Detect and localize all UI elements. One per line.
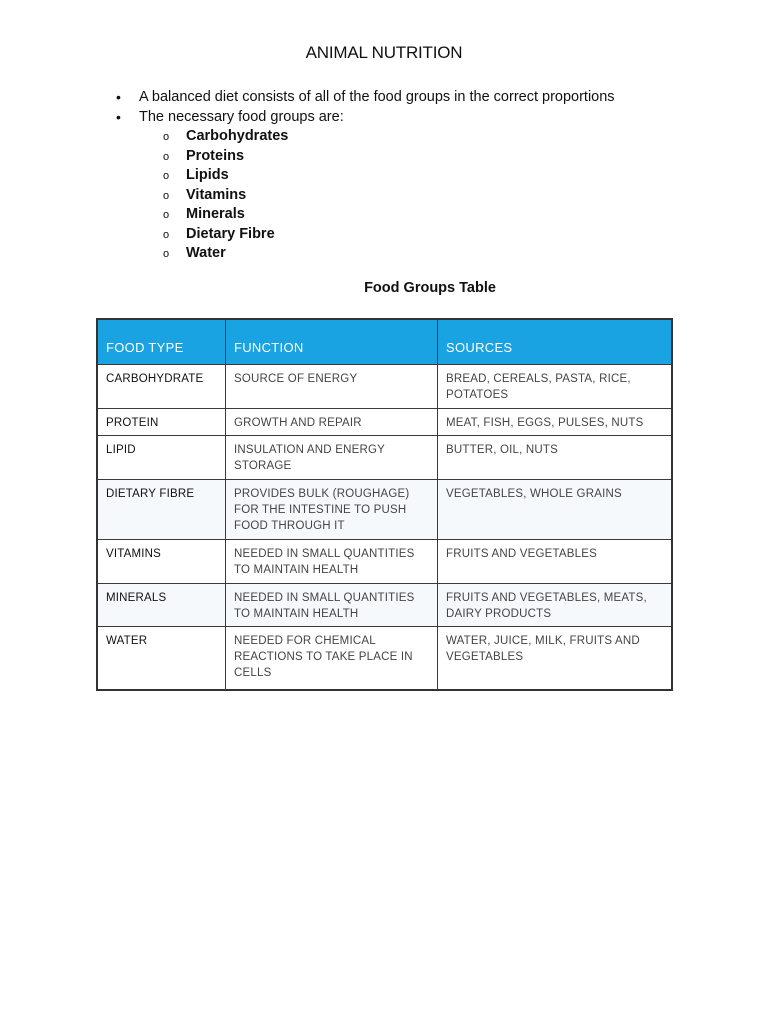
table-caption: Food Groups Table — [364, 280, 496, 296]
cell-sources: MEAT, FISH, EGGS, PULSES, NUTS — [446, 417, 644, 429]
cell-sources: BUTTER, OIL, NUTS — [446, 444, 559, 456]
table-header-row — [98, 320, 671, 365]
circle-bullet-icon: o — [163, 228, 170, 241]
cell-food-type: VITAMINS — [98, 540, 226, 583]
bullet-item — [116, 88, 615, 108]
cell-function: INSULATION AND ENERGY STORAGE — [226, 436, 438, 479]
food-group-item — [163, 225, 662, 245]
bullet-dot-icon: • — [116, 108, 121, 125]
food-group-item — [163, 186, 662, 206]
cell-function: PROVIDES BULK (ROUGHAGE) FOR THE INTESTINE TO PUSH FOOD THROUGH IT — [226, 480, 438, 539]
table-row — [98, 627, 671, 689]
circle-bullet-icon: o — [163, 209, 170, 221]
food-group-name: Vitamins — [186, 186, 247, 203]
header-sources: SOURCES — [446, 340, 513, 355]
bullet-text: A balanced diet consists of all of the food groups in the correct proportions — [139, 89, 615, 105]
table-row — [98, 436, 671, 480]
food-group-item — [163, 166, 662, 186]
cell-function: NEEDED IN SMALL QUANTITIES TO MAINTAIN HEALTH — [226, 584, 438, 626]
cell-function: NEEDED FOR CHEMICAL REACTIONS TO TAKE PLACE IN CELLS — [226, 627, 438, 689]
header-function: FUNCTION — [226, 320, 438, 364]
cell-sources: FRUITS AND VEGETABLES — [446, 548, 597, 560]
food-group-item — [163, 244, 662, 264]
circle-bullet-icon: o — [163, 131, 170, 143]
food-group-name: Lipids — [186, 167, 229, 183]
food-group-list — [163, 127, 662, 264]
food-group-name: Proteins — [186, 147, 245, 164]
table-row — [98, 584, 671, 627]
table-row — [98, 480, 671, 540]
header-food-type: FOOD TYPE — [98, 320, 226, 364]
cell-food-type: PROTEIN — [98, 409, 226, 435]
table-row — [98, 365, 671, 409]
food-group-name: Dietary Fibre — [186, 225, 275, 242]
cell-sources: VEGETABLES, WHOLE GRAINS — [446, 488, 622, 500]
food-groups-table — [96, 318, 673, 691]
food-group-name: Minerals — [186, 206, 245, 222]
table-row — [98, 409, 671, 436]
cell-sources: FRUITS AND VEGETABLES, MEATS, DAIRY PRODUCTS — [446, 592, 647, 620]
circle-bullet-icon: o — [163, 189, 170, 202]
page-title: ANIMAL NUTRITION — [305, 43, 463, 62]
food-group-name: Carbohydrates — [186, 128, 289, 144]
bullet-text: The necessary food groups are: — [139, 108, 344, 125]
cell-function: NEEDED IN SMALL QUANTITIES TO MAINTAIN HEALTH — [226, 540, 438, 583]
food-group-item — [163, 205, 662, 225]
table-row — [98, 540, 671, 584]
cell-food-type: DIETARY FIBRE — [98, 480, 226, 539]
bullet-dot-icon: • — [116, 89, 121, 105]
food-group-item — [163, 147, 662, 167]
bullet-list — [116, 88, 615, 264]
bullet-item — [116, 108, 615, 128]
food-group-item — [163, 127, 662, 147]
cell-function: GROWTH AND REPAIR — [226, 409, 438, 435]
cell-food-type: MINERALS — [98, 584, 226, 626]
cell-food-type: WATER — [98, 627, 226, 689]
cell-food-type: LIPID — [98, 436, 226, 479]
circle-bullet-icon: o — [163, 150, 170, 163]
circle-bullet-icon: o — [163, 248, 170, 260]
cell-food-type: CARBOHYDRATE — [98, 365, 226, 408]
circle-bullet-icon: o — [163, 170, 170, 182]
cell-sources: WATER, JUICE, MILK, FRUITS AND VEGETABLES — [446, 635, 640, 663]
cell-sources: BREAD, CEREALS, PASTA, RICE, POTATOES — [446, 373, 631, 401]
food-group-name: Water — [186, 245, 226, 261]
cell-function: SOURCE OF ENERGY — [226, 365, 438, 408]
